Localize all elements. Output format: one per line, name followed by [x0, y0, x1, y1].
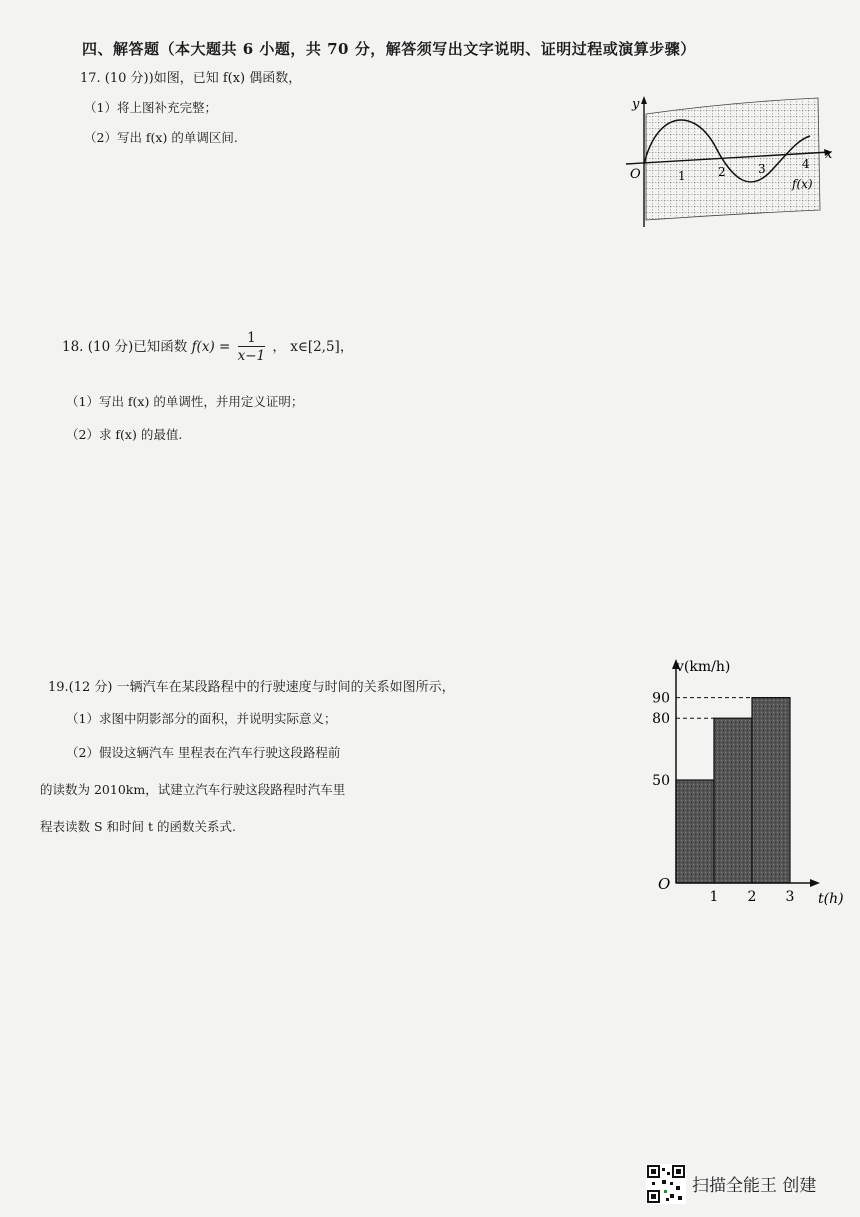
tick-4: 4 [802, 157, 810, 171]
curve-label: f(x) [792, 177, 813, 191]
q19-sub2-line1: （2）假设这辆汽车 里程表在汽车行驶这段路程前 [66, 745, 341, 760]
q19-stem: 19.(12 分) 一辆汽车在某段路程中的行驶速度与时间的关系如图所示， [48, 680, 455, 695]
y-axis-arrow-icon [641, 96, 647, 104]
bar-2 [714, 718, 752, 883]
bar-1 [676, 780, 714, 883]
x-axis-label: t(h) [818, 891, 844, 907]
x-label: x [825, 147, 833, 162]
qr-code-icon [646, 1164, 686, 1204]
q17-sub1: （1）将上图补充完整； [84, 100, 217, 115]
origin-label: O [658, 875, 671, 893]
y-axis-label: v(km/h) [676, 659, 731, 675]
bar-3 [752, 698, 790, 883]
grid-area [646, 98, 820, 220]
tick-1: 1 [678, 169, 686, 183]
q18-prefix: 18. (10 分)已知函数 [62, 339, 188, 355]
x-tick-2: 2 [747, 889, 757, 905]
x-axis-arrow-icon [810, 879, 820, 887]
x-tick-1: 1 [709, 889, 719, 905]
y-label: y [632, 97, 640, 112]
q18-domain: ， x∈[2,5]， [272, 339, 354, 355]
y-tick-80: 80 [652, 711, 670, 728]
q18-sub2: （2）求 f(x) 的最值. [66, 427, 183, 442]
q18-func-lhs: f(x) = [191, 339, 231, 355]
tick-2: 2 [718, 165, 726, 179]
footer-text: 扫描全能王 创建 [692, 1176, 817, 1196]
y-tick-90: 90 [652, 690, 670, 707]
q18-sub1: （1）写出 f(x) 的单调性，并用定义证明； [66, 394, 304, 409]
q17-stem: 17. (10 分))如图，已知 f(x) 偶函数， [80, 71, 302, 86]
y-tick-50: 50 [652, 773, 670, 789]
q19-chart [640, 655, 850, 915]
q19-sub2-line3: 程表读数 S 和时间 t 的函数关系式. [40, 819, 236, 834]
q18-numerator: 1 [238, 330, 266, 347]
tick-3: 3 [758, 162, 766, 176]
section-title: 四、解答题（本大题共 6 小题，共 70 分，解答须写出文字说明、证明过程或演算步骤） [82, 40, 696, 58]
q19-sub2-line2: 的读数为 2010km，试建立汽车行驶这段路程时汽车里 [40, 782, 346, 797]
q19-sub1: （1）求图中阴影部分的面积，并说明实际意义； [66, 711, 337, 726]
q17-graph [622, 92, 837, 227]
q18-stem [62, 328, 353, 366]
q18-denominator: x−1 [237, 348, 266, 364]
q18-fraction [238, 330, 266, 365]
q17-sub2: （2）写出 f(x) 的单调区间. [84, 130, 238, 145]
origin-label: O [630, 167, 641, 182]
x-tick-3: 3 [785, 889, 795, 905]
